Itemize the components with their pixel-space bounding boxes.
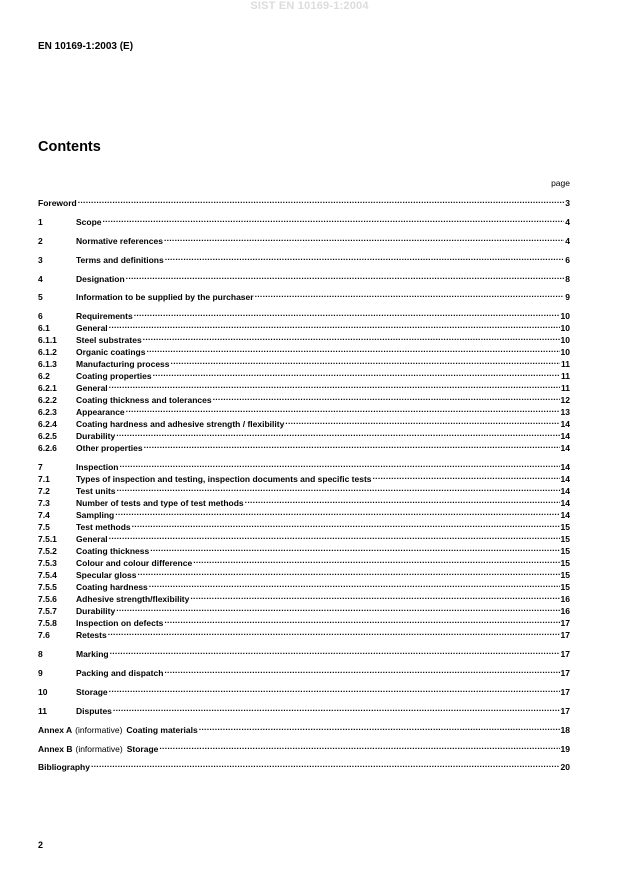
- dot-leader: [91, 758, 560, 770]
- annex-label: Annex A: [38, 724, 73, 735]
- toc-entry[interactable]: [38, 506, 570, 521]
- toc-entry-title: Disputes: [76, 705, 112, 716]
- toc-entry-page: 20: [560, 762, 570, 773]
- toc-entry-page: 4: [565, 235, 570, 246]
- toc-entry-page: 18: [560, 724, 570, 735]
- toc-entry-page: 10: [560, 347, 570, 358]
- toc-entry[interactable]: [38, 645, 570, 660]
- toc-entry-title: Colour and colour difference: [76, 558, 193, 569]
- dot-leader: [109, 379, 560, 391]
- toc-entry[interactable]: [38, 602, 570, 617]
- toc-entry[interactable]: [38, 758, 570, 773]
- toc-entry-page: 10: [560, 323, 570, 334]
- toc-entry-title: Organic coatings: [76, 347, 146, 358]
- toc-entry-title: Marking: [76, 649, 109, 660]
- dot-leader: [109, 683, 560, 695]
- dot-leader: [150, 542, 559, 554]
- toc-entry-page: 14: [560, 510, 570, 521]
- dot-leader: [164, 232, 564, 244]
- toc-entry-number: 6.2.2: [38, 395, 57, 406]
- toc-entry[interactable]: [38, 319, 570, 334]
- dot-leader: [116, 602, 559, 614]
- toc-entry-page: 11: [561, 383, 570, 394]
- table-of-contents: [38, 194, 570, 773]
- annex-title: Storage: [126, 743, 159, 754]
- annex-label: Annex B: [38, 743, 73, 754]
- dot-leader: [132, 518, 560, 530]
- toc-entry-title: Inspection: [76, 462, 119, 473]
- toc-entry[interactable]: [38, 427, 570, 442]
- toc-entry-page: 14: [560, 431, 570, 442]
- toc-entry-page: 4: [565, 216, 570, 227]
- toc-entry-title: Retests: [76, 630, 107, 641]
- toc-entry-title: Scope: [76, 216, 102, 227]
- dot-leader: [153, 367, 560, 379]
- toc-entry[interactable]: [38, 331, 570, 346]
- toc-entry-title: Information to be supplied by the purchaser: [76, 292, 254, 303]
- toc-entry-title: Coating thickness and tolerances: [76, 395, 212, 406]
- toc-entry-title: Specular gloss: [76, 570, 137, 581]
- dot-leader: [165, 251, 565, 263]
- toc-entry[interactable]: [38, 288, 570, 303]
- toc-entry-page: 14: [560, 443, 570, 454]
- dot-leader: [137, 566, 559, 578]
- toc-entry-title: Other properties: [76, 443, 143, 454]
- toc-entry-number: 8: [38, 649, 43, 660]
- document-id: EN 10169-1:2003 (E): [38, 41, 134, 52]
- watermark: SIST EN 10169-1:2004: [250, 0, 369, 12]
- toc-entry-page: 12: [560, 395, 570, 406]
- toc-entry-number: 7.5.7: [38, 606, 57, 617]
- toc-entry[interactable]: [38, 391, 570, 406]
- toc-entry-title: Inspection on defects: [76, 618, 164, 629]
- toc-entry-page: 6: [565, 254, 570, 265]
- toc-entry-number: 6: [38, 311, 43, 322]
- toc-entry-page: 19: [560, 743, 570, 754]
- toc-entry-page: 17: [560, 618, 570, 629]
- toc-entry-title: General: [76, 383, 108, 394]
- toc-entry-title: Foreword: [38, 198, 77, 208]
- dot-leader: [159, 740, 559, 752]
- dot-leader: [164, 664, 559, 676]
- toc-entry-number: 1: [38, 216, 43, 227]
- toc-entry-title: Terms and definitions: [76, 254, 164, 265]
- toc-entry[interactable]: [38, 626, 570, 641]
- toc-entry-number: 7.5.3: [38, 558, 57, 569]
- toc-entry-title: Designation: [76, 273, 125, 284]
- toc-entry-page: 14: [560, 474, 570, 485]
- toc-entry-number: 7.5.2: [38, 546, 57, 557]
- toc-entry[interactable]: [38, 194, 570, 206]
- toc-entry[interactable]: [38, 518, 570, 533]
- toc-entry[interactable]: [38, 213, 570, 225]
- dot-leader: [164, 614, 559, 626]
- toc-entry-title: Coating properties: [76, 371, 152, 382]
- dot-leader: [117, 482, 560, 494]
- toc-entry-page: 3: [565, 198, 570, 208]
- toc-entry[interactable]: [38, 683, 570, 695]
- toc-entry-page: 15: [560, 546, 570, 557]
- dot-leader: [146, 343, 559, 355]
- toc-entry-title: Test units: [76, 486, 116, 497]
- dot-leader: [199, 721, 560, 733]
- toc-entry-title: Packing and dispatch: [76, 668, 164, 679]
- toc-entry-page: 9: [565, 292, 570, 303]
- toc-entry-title: Normative references: [76, 235, 163, 246]
- toc-entry-title: Bibliography: [38, 762, 90, 773]
- toc-entry-number: 3: [38, 254, 43, 265]
- toc-entry-page: 16: [560, 606, 570, 617]
- toc-entry-page: 17: [560, 668, 570, 679]
- toc-entry-page: 15: [560, 534, 570, 545]
- dot-leader: [109, 530, 560, 542]
- contents-heading: Contents: [38, 139, 101, 155]
- toc-entry-number: 7: [38, 462, 43, 473]
- annex-informative: (informative): [75, 743, 123, 754]
- dot-leader: [245, 494, 560, 506]
- dot-leader: [190, 590, 559, 602]
- dot-leader: [116, 427, 559, 439]
- toc-entry-title: Adhesive strength/flexibility: [76, 594, 190, 605]
- toc-entry[interactable]: [38, 721, 570, 733]
- toc-entry-page: 10: [560, 335, 570, 346]
- toc-entry[interactable]: [38, 251, 570, 263]
- toc-entry-number: 6.1.3: [38, 359, 57, 370]
- dot-leader: [213, 391, 560, 403]
- toc-entry-title: [38, 743, 158, 755]
- toc-entry[interactable]: [38, 494, 570, 509]
- toc-entry[interactable]: [38, 379, 570, 394]
- toc-entry-number: 6.1.2: [38, 347, 57, 358]
- toc-entry-title: Steel substrates: [76, 335, 142, 346]
- toc-entry-number: 7.2: [38, 486, 50, 497]
- toc-entry-title: Requirements: [76, 311, 133, 322]
- toc-entry-number: 9: [38, 668, 43, 679]
- toc-entry-number: 6.1.1: [38, 335, 57, 346]
- toc-entry-page: 14: [560, 419, 570, 430]
- toc-entry-title: Storage: [76, 686, 108, 697]
- toc-entry-page: 16: [560, 594, 570, 605]
- annex-informative: (informative): [75, 724, 123, 735]
- toc-entry[interactable]: [38, 664, 570, 679]
- dot-leader: [285, 415, 559, 427]
- toc-entry-title: Sampling: [76, 510, 115, 521]
- toc-entry-number: 6.1: [38, 323, 50, 334]
- dot-leader: [115, 506, 559, 518]
- toc-entry-number: 2: [38, 235, 43, 246]
- toc-entry-number: 7.5.8: [38, 618, 57, 629]
- toc-entry-number: 7.5.1: [38, 534, 57, 545]
- toc-entry-number: 7.6: [38, 630, 50, 641]
- toc-entry-title: Manufacturing process: [76, 359, 170, 370]
- toc-entry-number: 7.5.4: [38, 570, 57, 581]
- dot-leader: [126, 270, 565, 282]
- dot-leader: [143, 331, 560, 343]
- toc-entry-title: Coating hardness: [76, 582, 148, 593]
- toc-entry-page: 8: [565, 273, 570, 284]
- toc-entry[interactable]: [38, 740, 570, 752]
- toc-entry-page: 14: [560, 498, 570, 509]
- toc-entry-page: 15: [560, 558, 570, 569]
- toc-entry-page: 15: [560, 582, 570, 593]
- toc-entry-title: General: [76, 323, 108, 334]
- toc-entry[interactable]: [38, 232, 570, 244]
- toc-entry-number: 7.5.6: [38, 594, 57, 605]
- dot-leader: [108, 626, 560, 638]
- toc-entry-number: 6.2.1: [38, 383, 57, 394]
- dot-leader: [110, 645, 560, 657]
- annex-title: Coating materials: [126, 724, 198, 735]
- toc-entry[interactable]: [38, 530, 570, 545]
- page-number: 2: [38, 840, 44, 850]
- toc-entry-title: Number of tests and type of test methods: [76, 498, 244, 509]
- dot-leader: [109, 319, 560, 331]
- toc-entry-number: 5: [38, 292, 43, 303]
- dot-leader: [103, 213, 565, 225]
- dot-leader: [134, 307, 560, 319]
- dot-leader: [373, 470, 560, 482]
- toc-entry-page: 15: [560, 570, 570, 581]
- toc-entry-title: Durability: [76, 606, 116, 617]
- toc-entry-number: 7.5.5: [38, 582, 57, 593]
- toc-entry-number: 7.5: [38, 522, 50, 533]
- dot-leader: [113, 702, 560, 714]
- toc-entry-number: 6.2.4: [38, 419, 57, 430]
- toc-entry[interactable]: [38, 270, 570, 282]
- toc-entry-title: Test methods: [76, 522, 131, 533]
- dot-leader: [120, 458, 560, 470]
- dot-leader: [149, 578, 560, 590]
- toc-entry-page: 15: [560, 522, 570, 533]
- dot-leader: [193, 554, 559, 566]
- toc-entry[interactable]: [38, 614, 570, 629]
- toc-entry[interactable]: [38, 542, 570, 557]
- dot-leader: [171, 355, 560, 367]
- toc-entry[interactable]: [38, 439, 570, 454]
- dot-leader: [255, 288, 565, 300]
- toc-entry[interactable]: [38, 458, 570, 473]
- toc-entry-page: 11: [561, 371, 570, 382]
- toc-entry-page: 17: [560, 705, 570, 716]
- toc-entry-title: Coating thickness: [76, 546, 150, 557]
- toc-entry[interactable]: [38, 307, 570, 322]
- toc-entry-title: Durability: [76, 431, 116, 442]
- toc-entry-page: 14: [560, 486, 570, 497]
- toc-entry-page: 14: [560, 462, 570, 473]
- toc-entry-number: 10: [38, 686, 48, 697]
- toc-entry[interactable]: [38, 702, 570, 714]
- toc-entry-number: 11: [38, 705, 47, 716]
- toc-entry-number: 6.2.5: [38, 431, 57, 442]
- toc-entry-number: 6.2: [38, 371, 50, 382]
- toc-entry-page: 17: [560, 630, 570, 641]
- toc-entry-number: 7.3: [38, 498, 50, 509]
- toc-entry-title: General: [76, 534, 108, 545]
- toc-entry-title: [38, 724, 198, 736]
- toc-entry-number: 7.4: [38, 510, 50, 521]
- dot-leader: [78, 194, 565, 206]
- toc-entry-number: 6.2.6: [38, 443, 57, 454]
- dot-leader: [126, 403, 560, 415]
- dot-leader: [144, 439, 560, 451]
- toc-entry-page: 11: [561, 359, 570, 370]
- toc-entry-title: Coating hardness and adhesive strength / flexibility: [76, 419, 285, 430]
- toc-entry-number: 7.1: [38, 474, 50, 485]
- toc-entry-number: 6.2.3: [38, 407, 57, 418]
- toc-entry-page: 17: [560, 649, 570, 660]
- page-column-label: page: [551, 178, 570, 188]
- toc-entry-number: 4: [38, 273, 43, 284]
- toc-entry-page: 10: [560, 311, 570, 322]
- toc-entry-page: 17: [560, 686, 570, 697]
- toc-entry-title: Types of inspection and testing, inspection documents and specific tests: [76, 474, 372, 485]
- toc-entry-page: 13: [560, 407, 570, 418]
- toc-entry-title: Appearance: [76, 407, 125, 418]
- toc-entry[interactable]: [38, 482, 570, 497]
